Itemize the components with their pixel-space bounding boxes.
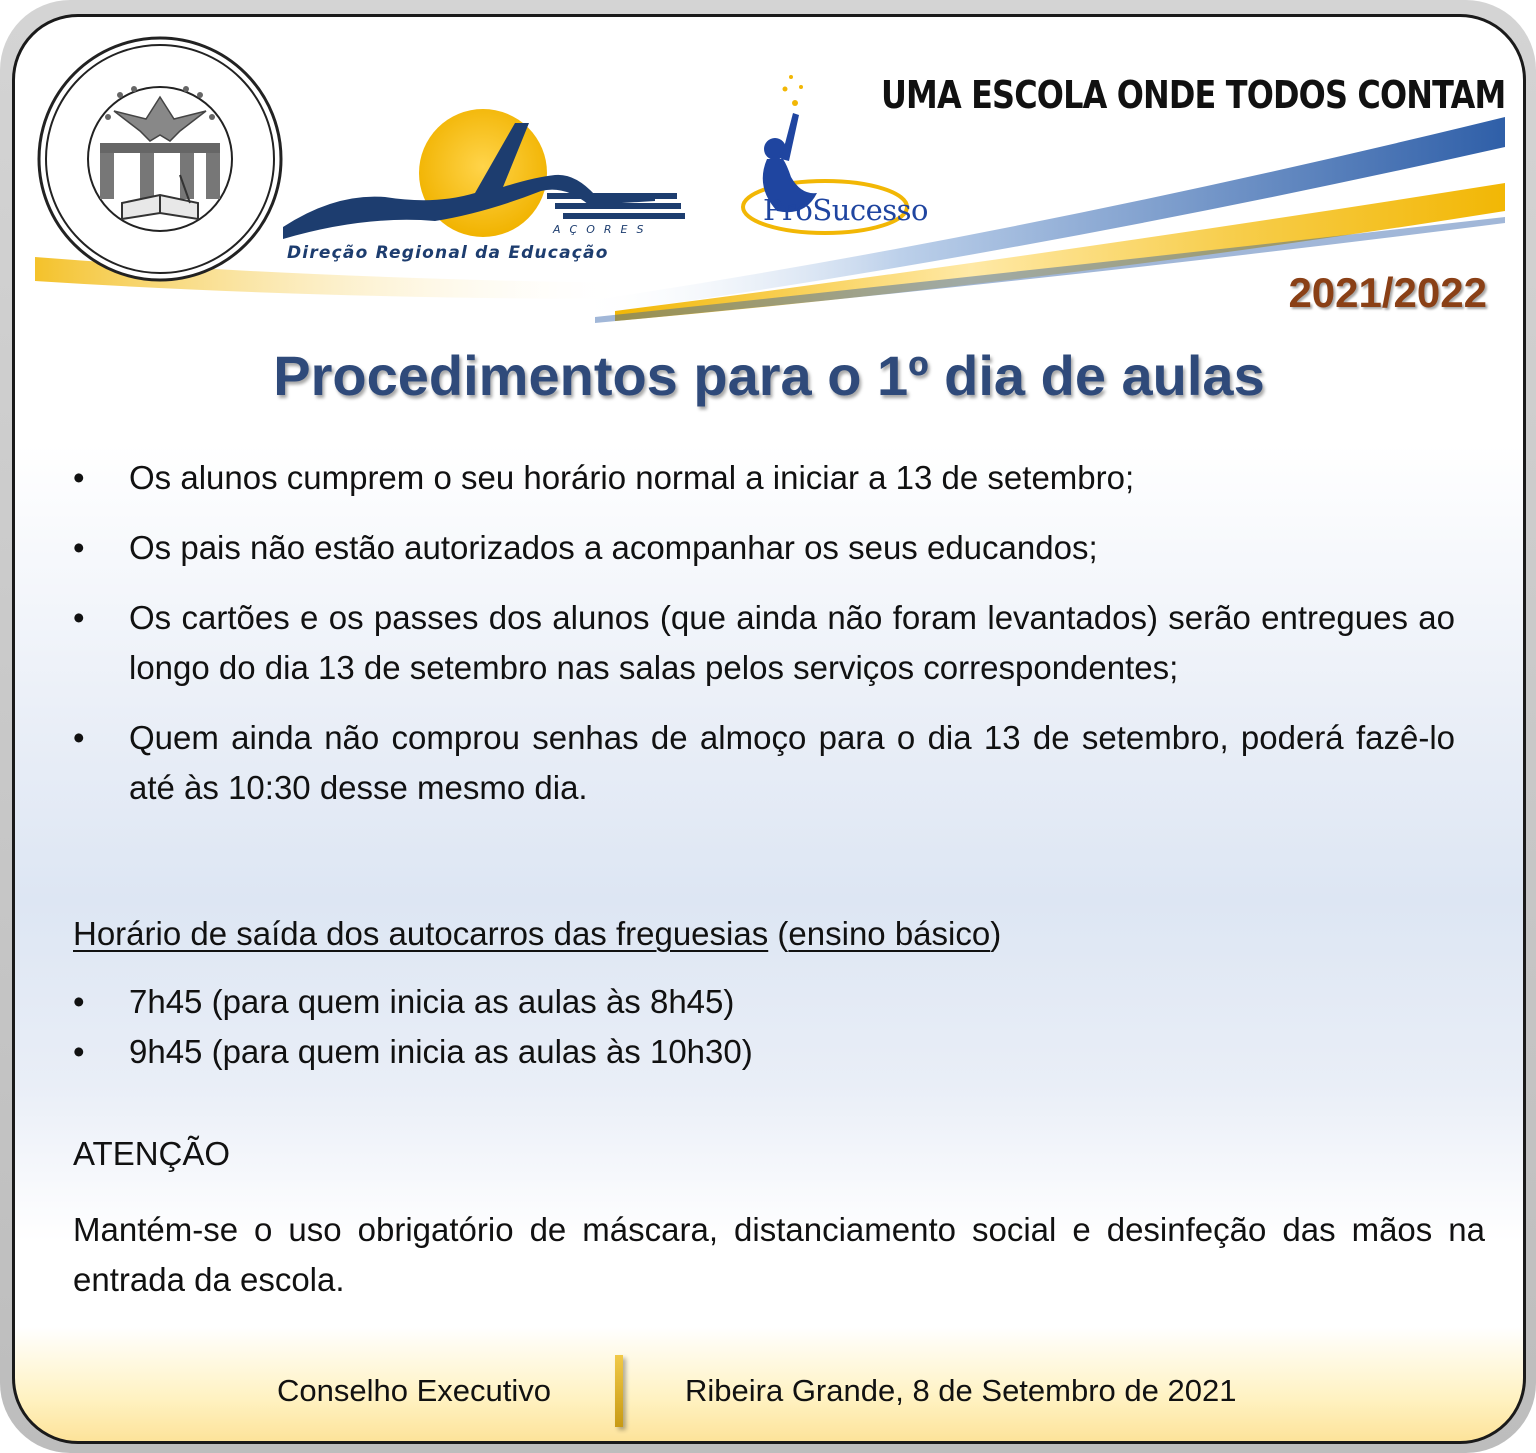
list-item-text: Os cartões e os passes dos alunos (que ainda não foram levantados) serão entregues ao longo do dia 13 de setembro nas salas pelos serviços correspondentes;: [129, 599, 1455, 686]
list-item-text: Os pais não estão autorizados a acompanhar os seus educandos;: [129, 529, 1098, 566]
acores-logo-caption: AÇORES: [553, 223, 653, 236]
acores-dre-logo-icon: [283, 109, 685, 239]
list-item: [73, 977, 1483, 1027]
procedures-list: [73, 453, 1455, 833]
list-item-text: 9h45 (para quem inicia as aulas às 10h30): [129, 1033, 753, 1070]
list-item: [73, 453, 1455, 503]
list-item-text: Quem ainda não comprou senhas de almoço para o dia 13 de setembro, poderá fazê-lo até às 10:30 desse mesmo dia.: [129, 719, 1455, 806]
footer-signatory: Conselho Executivo: [277, 1373, 551, 1408]
bus-heading-paren-open: (: [768, 915, 789, 952]
bus-schedule-heading-text: Horário de saída dos autocarros das freguesias: [73, 915, 769, 952]
list-item-text: 7h45 (para quem inicia as aulas às 8h45): [129, 983, 735, 1020]
bullet-icon: •: [73, 719, 85, 756]
list-item: [73, 1027, 1483, 1077]
footer-place-date: Ribeira Grande, 8 de Setembro de 2021: [685, 1373, 1237, 1408]
bullet-icon: •: [73, 1033, 85, 1070]
bullet-icon: •: [73, 599, 85, 636]
bus-schedule-note: ensino básico: [788, 915, 991, 952]
school-motto: UMA ESCOLA ONDE TODOS CONTAM: [880, 73, 1505, 117]
list-item: [73, 523, 1455, 573]
footer-divider: [615, 1355, 623, 1427]
poster-card: [12, 14, 1526, 1444]
page-title: Procedimentos para o 1º dia de aulas: [273, 344, 1265, 407]
bullet-icon: •: [73, 459, 85, 496]
list-item-text: Os alunos cumprem o seu horário normal a iniciar a 13 de setembro;: [129, 459, 1135, 496]
attention-text: Mantém-se o uso obrigatório de máscara, distanciamento social e desinfeção das mãos na entrada da escola.: [73, 1211, 1485, 1298]
bus-schedule-heading: [73, 909, 1483, 959]
list-item: [73, 593, 1455, 693]
bullet-icon: •: [73, 983, 85, 1020]
dre-logo-caption: Direção Regional da Educação: [287, 243, 609, 263]
bus-schedule-list: [73, 977, 1483, 1077]
attention-heading: ATENÇÃO: [73, 1135, 231, 1172]
bullet-icon: •: [73, 529, 85, 566]
list-item: [73, 713, 1455, 813]
bus-heading-paren-close: ): [990, 915, 1002, 952]
prosucesso-logo-caption: ProSucesso: [763, 193, 929, 227]
school-year: 2021/2022: [1288, 269, 1487, 316]
school-seal-icon: [39, 38, 281, 280]
